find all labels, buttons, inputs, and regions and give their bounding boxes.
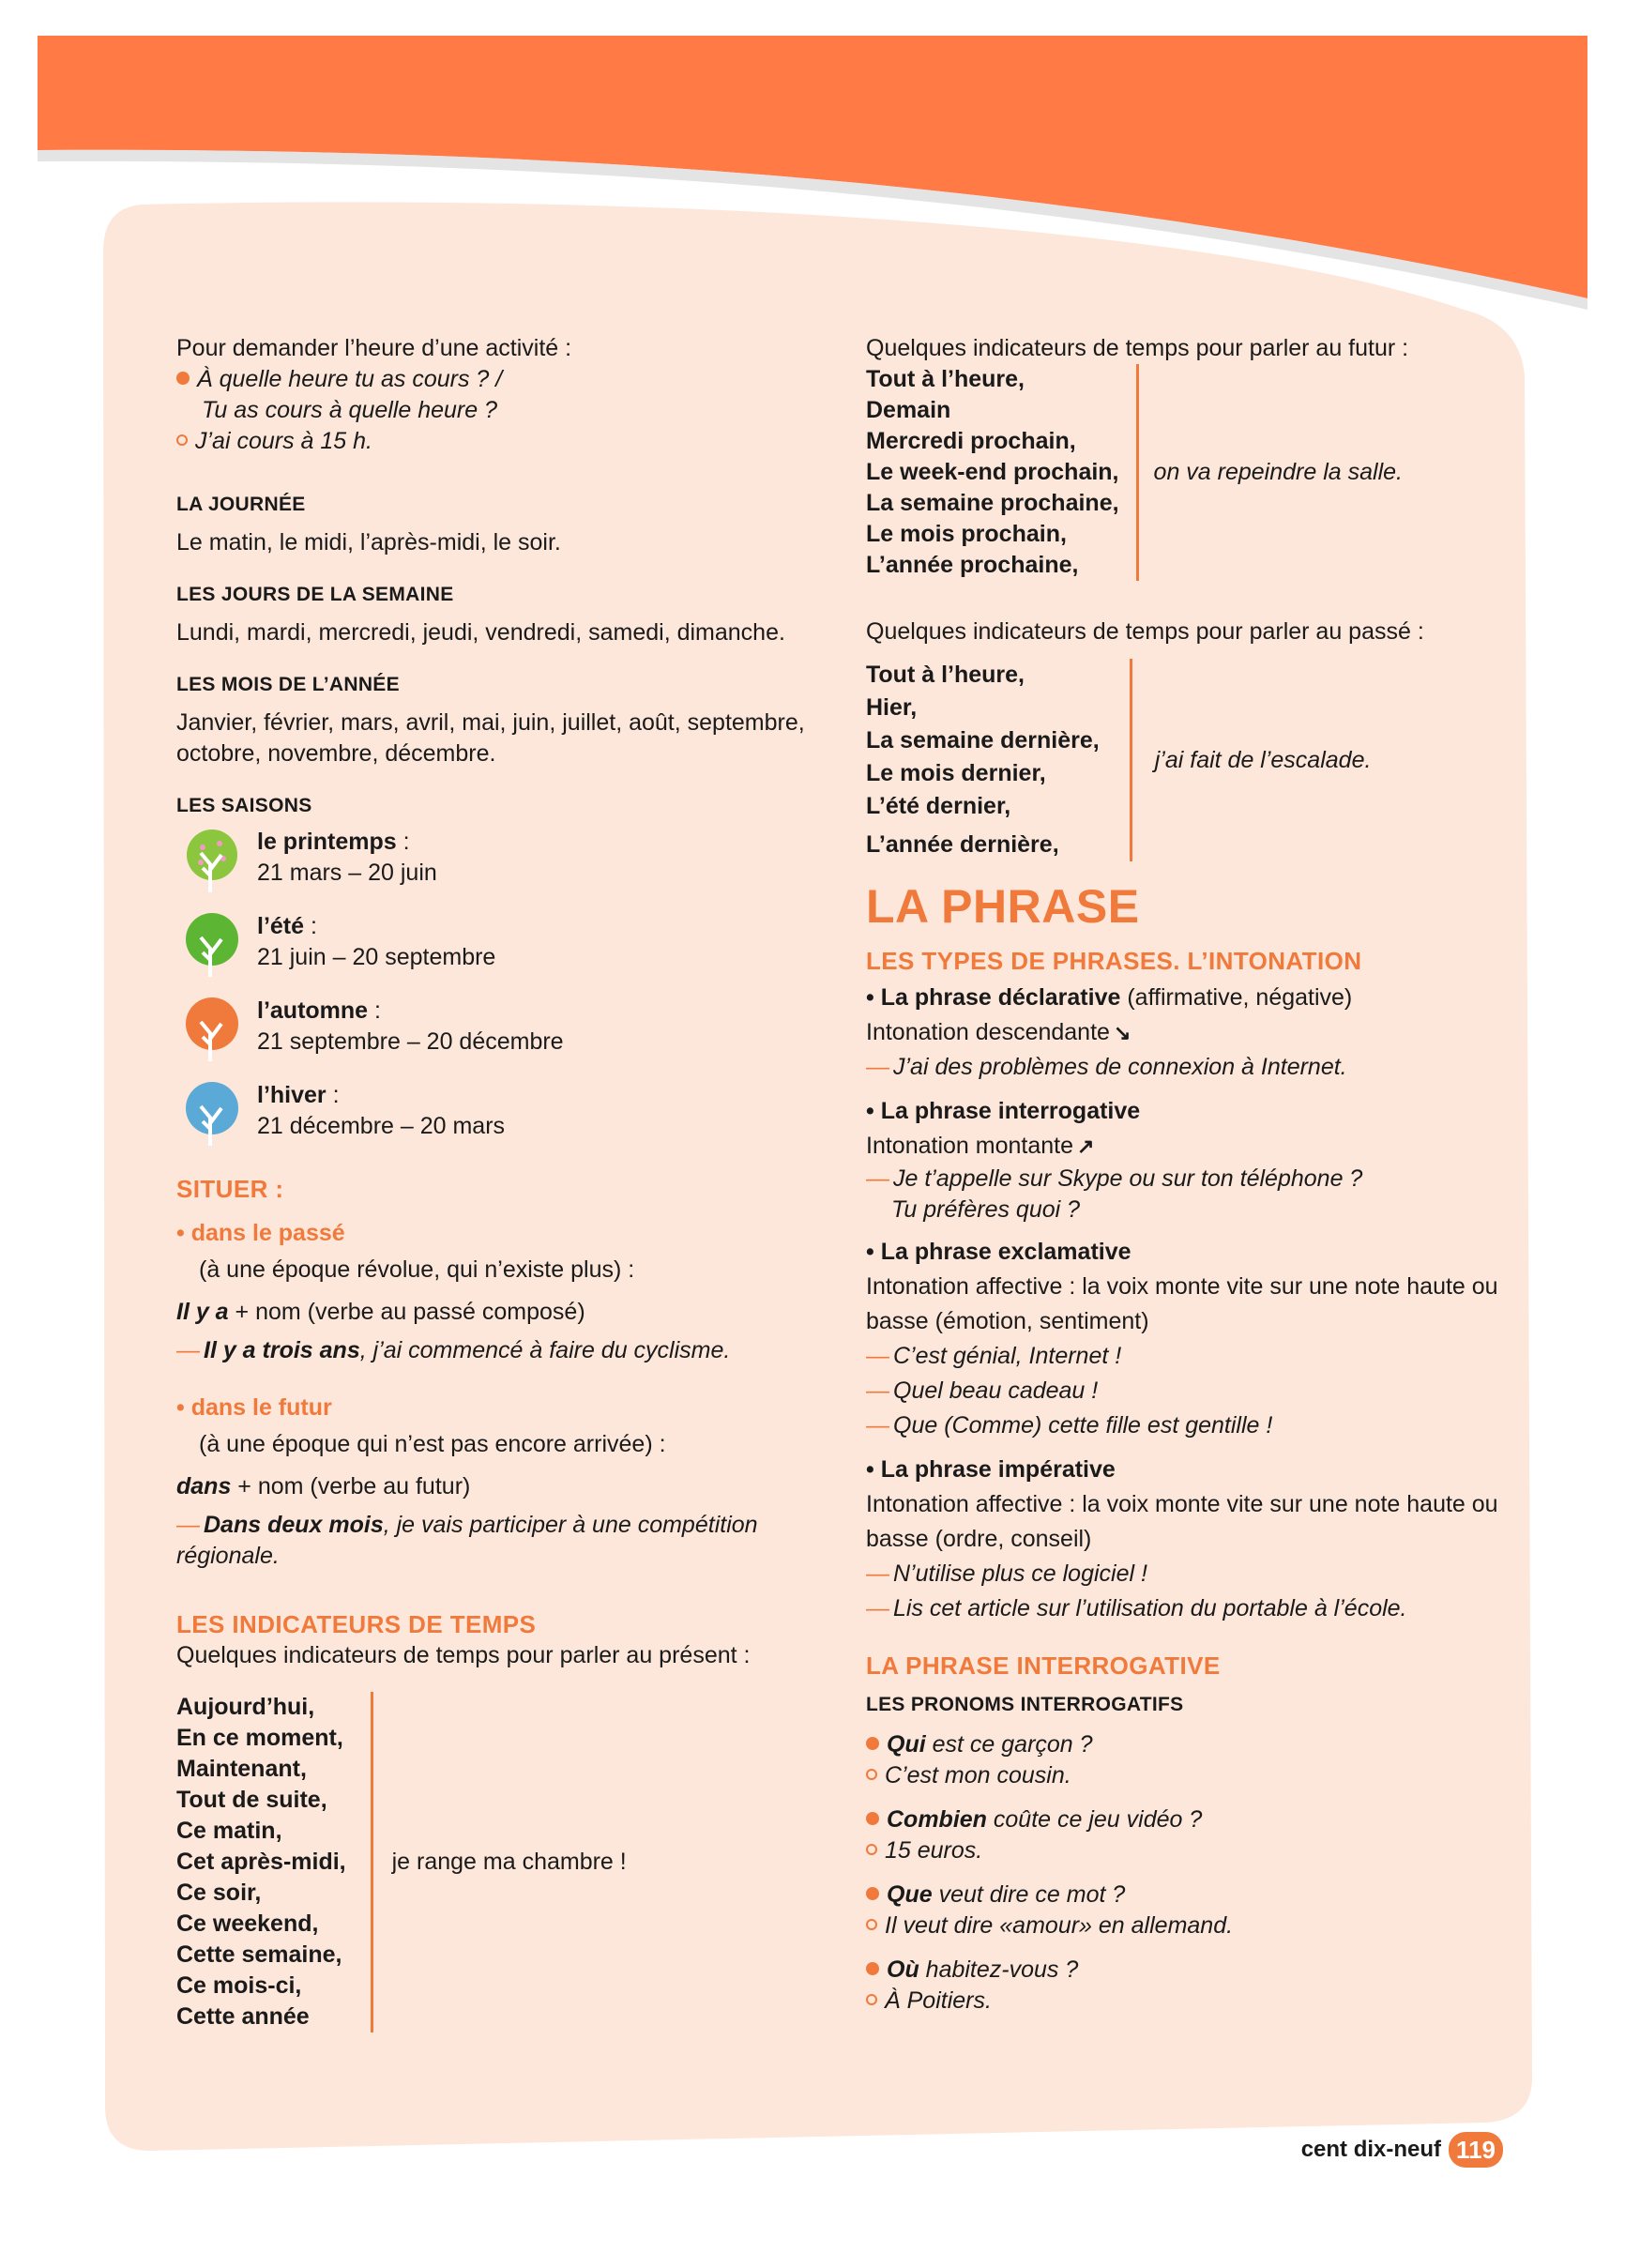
ask-question: À quelle heure tu as cours ? / [176, 364, 814, 395]
futur-rule: dans + nom (verbe au futur) [176, 1473, 471, 1499]
answer-ring-icon [866, 1994, 877, 2005]
types-title: LES TYPES DE PHRASES. L’INTONATION [866, 947, 1362, 975]
page-footer [1301, 2132, 1503, 2168]
passe-end: j’ai fait de l’escalade. [1154, 746, 1372, 773]
jours-text: Lundi, mardi, mercredi, jeudi, vendredi, samedi, dimanche. [176, 619, 785, 646]
qa-question: Combien coûte ce jeu vidéo ? [866, 1804, 1504, 1835]
passe-desc: (à une époque révolue, qui n’existe plus) : [199, 1256, 635, 1283]
present-bracket [371, 1692, 373, 2032]
question-dot-icon [866, 1737, 879, 1750]
excl-inton: Intonation affective : la voix monte vite sur une note haute ou basse (émotion, sentiment) [866, 1273, 1498, 1334]
season-autumn-label: l’automne : [257, 997, 381, 1024]
present-indicators [176, 1692, 814, 2032]
list-item: Hier, [866, 694, 918, 721]
present-list [176, 1692, 346, 2032]
decl-title: • La phrase déclarative (affirmative, négative) [866, 984, 1353, 1011]
list-item: L’été dernier, [866, 793, 1011, 819]
list-item: Cet après-midi, [176, 1849, 346, 1875]
excl-example: — Quel beau cadeau ! [866, 1378, 1099, 1404]
answer-ring-icon [866, 1769, 877, 1780]
imp-title: • La phrase impérative [866, 1456, 1116, 1483]
season-winter-dates: 21 décembre – 20 mars [257, 1113, 506, 1139]
list-item: Mercredi prochain, [866, 428, 1076, 454]
season-winter-label: l’hiver : [257, 1082, 340, 1108]
question-dot-icon [866, 1887, 879, 1900]
list-item: Tout à l’heure, [866, 366, 1025, 392]
spring-tree-icon [178, 827, 246, 894]
excl-example: — Que (Comme) cette fille est gentille ! [866, 1412, 1273, 1438]
passe-bracket [1130, 659, 1132, 861]
list-item: Ce mois-ci, [176, 1972, 302, 1999]
list-item: Demain [866, 397, 951, 423]
passe-indicators [866, 659, 1504, 861]
qa-answer: 15 euros. [866, 1835, 1504, 1866]
phrase-title: LA PHRASE [866, 880, 1140, 933]
mois-title: LES MOIS DE L’ANNÉE [176, 674, 400, 695]
interrog-title: LA PHRASE INTERROGATIVE [866, 1652, 1221, 1680]
futur-desc: (à une époque qui n’est pas encore arrivée) : [199, 1431, 666, 1457]
journee-title: LA JOURNÉE [176, 494, 306, 515]
left-column [176, 333, 814, 2032]
season-autumn-dates: 21 septembre – 20 décembre [257, 1028, 564, 1055]
jours-title: LES JOURS DE LA SEMAINE [176, 584, 454, 605]
season-autumn [176, 996, 814, 1080]
season-spring [176, 827, 814, 911]
qa-question: Où habitez-vous ? [866, 1955, 1504, 1986]
passe-list [866, 659, 1100, 861]
list-item: Aujourd’hui, [176, 1694, 315, 1720]
ask-question-alt: Tu as cours à quelle heure ? [202, 397, 498, 423]
present-intro: Quelques indicateurs de temps pour parler au présent : [176, 1642, 751, 1668]
imp-example: — N’utilise plus ce logiciel ! [866, 1560, 1147, 1587]
season-summer-label: l’été : [257, 913, 317, 939]
qa-answer: C’est mon cousin. [866, 1760, 1504, 1791]
imp-inton: Intonation affective : la voix monte vite sur une note haute ou basse (ordre, conseil) [866, 1491, 1498, 1552]
question-dot-icon [866, 1812, 879, 1825]
qa-answer: À Poitiers. [866, 1986, 1504, 2017]
list-item: Cette semaine, [176, 1941, 342, 1968]
futur-list [866, 364, 1119, 581]
list-item: La semaine prochaine, [866, 490, 1119, 516]
question-dot-icon [866, 1962, 879, 1975]
question-dot-icon [176, 372, 190, 385]
types-section [866, 981, 1504, 1626]
decl-example: — J’ai des problèmes de connexion à Internet. [866, 1054, 1347, 1080]
list-item: L’année dernière, [866, 831, 1059, 858]
list-item: Ce weekend, [176, 1910, 319, 1937]
pronoms-title: LES PRONOMS INTERROGATIFS [866, 1694, 1184, 1715]
list-item: Cette année [176, 2003, 310, 2030]
excl-title: • La phrase exclamative [866, 1239, 1131, 1265]
arrow-down-right-icon: ↘ [1113, 1021, 1131, 1044]
right-column [866, 333, 1504, 2017]
season-summer [176, 911, 814, 996]
qa-question: Qui est ce garçon ? [866, 1729, 1504, 1760]
qa-list [866, 1729, 1504, 2017]
list-item: Ce matin, [176, 1818, 282, 1844]
list-item: Tout de suite, [176, 1787, 327, 1813]
futur-title: • dans le futur [176, 1394, 332, 1421]
list-item: Le mois dernier, [866, 760, 1046, 786]
ask-answer: J’ai cours à 15 h. [176, 426, 814, 457]
summer-tree-icon [178, 911, 246, 979]
futur-end: on va repeindre la salle. [1153, 459, 1403, 485]
passe-example: — Il y a trois ans, j’ai commencé à faire du cyclisme. [176, 1337, 731, 1363]
season-spring-dates: 21 mars – 20 juin [257, 860, 437, 886]
decl-inton: Intonation descendante ↘ [866, 1019, 1131, 1045]
qa-question: Que veut dire ce mot ? [866, 1880, 1504, 1910]
list-item: Le mois prochain, [866, 521, 1067, 547]
list-item: Tout à l’heure, [866, 662, 1025, 688]
list-item: L’année prochaine, [866, 552, 1079, 578]
season-winter [176, 1080, 814, 1164]
passe-title: • dans le passé [176, 1220, 345, 1246]
indicateurs-title: LES INDICATEURS DE TEMPS [176, 1610, 537, 1638]
mois-text: Janvier, février, mars, avril, mai, juin, juillet, août, septembre, octobre, novembre, décembre. [176, 709, 805, 767]
list-item: La semaine dernière, [866, 727, 1100, 753]
futur-bracket [1136, 364, 1139, 581]
futur-intro: Quelques indicateurs de temps pour parler au futur : [866, 335, 1409, 361]
page-words: cent dix-neuf [1300, 2137, 1442, 2162]
list-item: Le week-end prochain, [866, 459, 1119, 485]
ask-hour-intro: Pour demander l’heure d’une activité : [176, 335, 572, 361]
futur-example: — Dans deux mois, je vais participer à une compétition régionale. [176, 1512, 758, 1569]
season-spring-label: le printemps : [257, 829, 410, 855]
season-summer-dates: 21 juin – 20 septembre [257, 944, 496, 970]
passe-intro: Quelques indicateurs de temps pour parler au passé : [866, 618, 1424, 645]
autumn-tree-icon [178, 996, 246, 1063]
qa-answer: Il veut dire «amour» en allemand. [866, 1910, 1504, 1941]
inter-title: • La phrase interrogative [866, 1098, 1141, 1124]
passe-rule: Il y a + nom (verbe au passé composé) [176, 1299, 585, 1325]
present-end: je range ma chambre ! [391, 1849, 627, 1875]
list-item: Ce soir, [176, 1880, 262, 1906]
answer-ring-icon [866, 1844, 877, 1855]
answer-ring-icon [866, 1919, 877, 1930]
saisons-title: LES SAISONS [176, 795, 312, 816]
list-item: En ce moment, [176, 1725, 343, 1751]
inter-example-2: Tu préfères quoi ? [891, 1196, 1081, 1223]
answer-ring-icon [176, 434, 188, 446]
futur-indicators [866, 364, 1504, 581]
journee-text: Le matin, le midi, l’après-midi, le soir. [176, 529, 561, 556]
inter-example-1: — Je t’appelle sur Skype ou sur ton téléphone ? [866, 1165, 1363, 1192]
imp-example: — Lis cet article sur l’utilisation du portable à l’école. [866, 1595, 1407, 1621]
page-number: 119 [1449, 2132, 1503, 2168]
excl-example: — C’est génial, Internet ! [866, 1343, 1122, 1369]
list-item: Maintenant, [176, 1756, 307, 1782]
situer-title: SITUER : [176, 1175, 284, 1203]
winter-tree-icon [178, 1080, 246, 1148]
inter-inton: Intonation montante ↗ [866, 1133, 1095, 1159]
arrow-up-right-icon: ↗ [1077, 1134, 1095, 1158]
